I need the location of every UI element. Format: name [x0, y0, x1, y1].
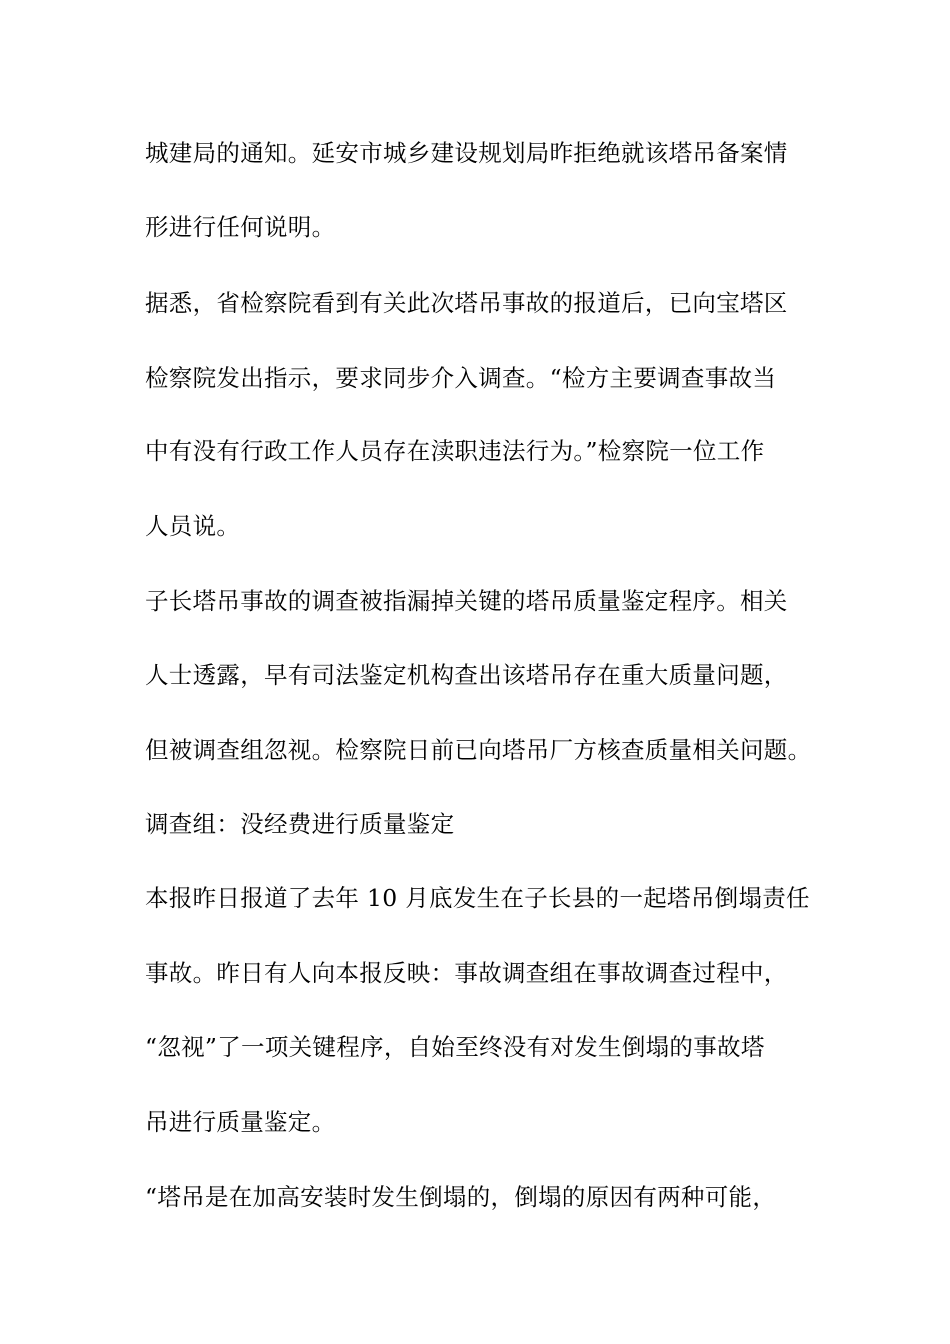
- text-line: 人士透露，早有司法鉴定机构查出该塔吊存在重大质量问题，: [145, 661, 788, 689]
- section-heading: 调查组：没经费进行质量鉴定: [145, 810, 455, 838]
- text-line: 子长塔吊事故的调查被指漏掉关键的塔吊质量鉴定程序。相关: [145, 587, 788, 615]
- text-line: 形进行任何说明。: [145, 213, 336, 241]
- text-line: 人员说。: [145, 512, 241, 540]
- text-line: 但被调查组忽视。检察院日前已向塔吊厂方核查质量相关问题。: [145, 736, 812, 764]
- text-line: “塔吊是在加高安装时发生倒塌的，倒塌的原因有两种可能，: [145, 1183, 777, 1211]
- text-line: 城建局的通知。延安市城乡建设规划局昨拒绝就该塔吊备案情: [145, 139, 788, 167]
- text-line: 吊进行质量鉴定。: [145, 1108, 336, 1136]
- text-line: “忽视”了一项关键程序，自始至终没有对发生倒塌的事故塔: [145, 1033, 765, 1061]
- text-line: 中有没有行政工作人员存在渎职违法行为。”检察院一位工作: [145, 437, 765, 465]
- text-line: 本报昨日报道了去年 10 月底发生在子长县的一起塔吊倒塌责任: [145, 884, 810, 912]
- text-line: 事故。昨日有人向本报反映：事故调查组在事故调查过程中，: [145, 959, 788, 987]
- text-line: 检察院发出指示，要求同步介入调查。“检方主要调查事故当: [145, 364, 777, 392]
- text-line: 据悉，省检察院看到有关此次塔吊事故的报道后，已向宝塔区: [145, 289, 788, 317]
